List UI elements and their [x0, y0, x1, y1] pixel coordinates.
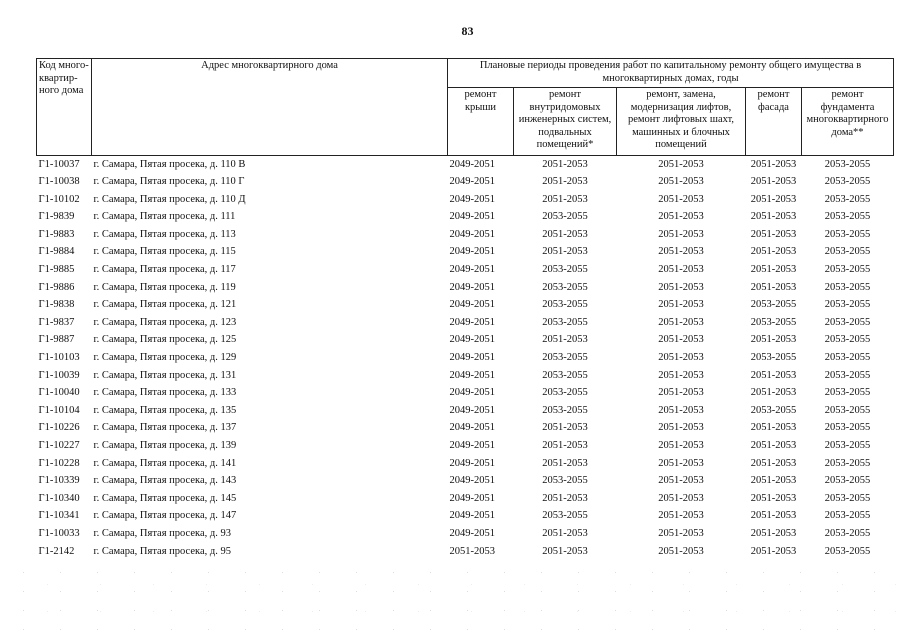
cell-foundation: 2053-2055 — [824, 176, 871, 188]
cell-lift: 2051-2053 — [658, 440, 704, 451]
cell-foundation: 2053-2055 — [824, 527, 871, 539]
header-lift: ремонт, замена, модернизация лифтов, ремонт лифтовых шахт, машинных и блочных помещений — [617, 88, 746, 156]
cell-roof: 2049-2051 — [449, 246, 495, 258]
cell-lift: 2051-2053 — [658, 369, 704, 381]
cell-lift: 2051-2053 — [658, 457, 704, 469]
cell-roof: 2049-2051 — [449, 440, 495, 451]
cell-address: г. Самара, Пятая просека, д. 110 В — [92, 156, 448, 174]
cell-engineering: 2051-2053 — [542, 176, 588, 188]
cell-lift: 2051-2053 — [658, 527, 704, 539]
cell-facade: 2051-2053 — [750, 334, 797, 346]
cell-roof: 2049-2051 — [449, 228, 495, 240]
cell-lift: 2051-2053 — [658, 281, 704, 293]
cell-address: г. Самара, Пятая просека, д. 113 — [93, 228, 236, 240]
cell-code: Г1-2142 — [38, 545, 75, 557]
cell-foundation: 2053-2055 — [824, 281, 871, 293]
cell-foundation: 2053-2055 — [824, 246, 871, 258]
cell-code: Г1-10340 — [38, 492, 80, 504]
cell-facade: 2051-2053 — [750, 475, 797, 487]
cell-engineering: 2051-2053 — [542, 545, 588, 557]
cell-address: г. Самара, Пятая просека, д. 143 — [93, 475, 237, 487]
table-row — [37, 209, 894, 227]
cell-foundation: 2053-2055 — [802, 156, 894, 174]
cell-facade: 2051-2053 — [750, 228, 797, 240]
header-code: Код много-квартир-ного дома — [37, 59, 92, 156]
table-row — [37, 262, 894, 280]
cell-foundation: 2053-2055 — [824, 334, 871, 346]
cell-foundation: 2053-2055 — [824, 352, 871, 364]
cell-roof: 2049-2051 — [449, 369, 495, 381]
cell-facade: 2053-2055 — [750, 352, 797, 364]
cell-facade: 2051-2053 — [750, 193, 797, 205]
table-header — [37, 59, 894, 156]
cell-address: г. Самара, Пятая просека, д. 131 — [93, 369, 237, 381]
cell-facade: 2051-2053 — [750, 281, 797, 293]
cell-code: Г1-9884 — [38, 246, 75, 258]
cell-engineering: 2051-2053 — [542, 492, 588, 504]
cell-facade: 2051-2053 — [750, 440, 797, 451]
cell-facade: 2051-2053 — [750, 510, 797, 522]
cell-foundation: 2053-2055 — [824, 369, 871, 381]
cell-roof: 2049-2051 — [449, 510, 495, 522]
cell-engineering: 2051-2053 — [542, 422, 588, 434]
cell-address: г. Самара, Пятая просека, д. 123 — [93, 316, 237, 328]
cell-engineering: 2051-2053 — [542, 334, 588, 346]
cell-code: Г1-9838 — [38, 299, 75, 311]
cell-facade: 2051-2053 — [750, 492, 797, 504]
page-number: 83 — [461, 24, 474, 38]
cell-code: Г1-10039 — [38, 369, 80, 381]
cell-address: г. Самара, Пятая просека, д. 121 — [93, 299, 237, 311]
cell-foundation: 2053-2055 — [824, 387, 871, 399]
cell-foundation: 2053-2055 — [824, 457, 871, 469]
cell-facade: 2051-2053 — [750, 422, 797, 434]
cell-foundation: 2053-2055 — [824, 422, 871, 434]
cell-engineering: 2051-2053 — [542, 527, 588, 539]
cell-code: Г1-9839 — [38, 211, 75, 223]
cell-engineering: 2053-2055 — [542, 475, 588, 487]
table-row — [37, 244, 894, 262]
cell-facade: 2051-2053 — [750, 527, 797, 539]
table-row — [37, 473, 894, 491]
cell-code: Г1-9887 — [38, 334, 75, 346]
cell-engineering: 2053-2055 — [542, 387, 588, 399]
cell-roof: 2049-2051 — [449, 475, 495, 487]
cell-facade: 2051-2053 — [750, 246, 797, 258]
cell-foundation: 2053-2055 — [824, 492, 871, 504]
cell-roof: 2051-2053 — [449, 545, 495, 557]
cell-facade: 2051-2053 — [750, 369, 797, 381]
table-row — [37, 508, 894, 526]
cell-roof: 2049-2051 — [449, 492, 495, 504]
cell-address: г. Самара, Пятая просека, д. 110 Г — [93, 176, 245, 188]
cell-roof: 2049-2051 — [449, 334, 495, 346]
cell-code: Г1-10227 — [38, 440, 80, 451]
cell-engineering: 2053-2055 — [542, 510, 588, 522]
cell-code: Г1-10102 — [38, 193, 80, 205]
cell-engineering: 2053-2055 — [542, 316, 588, 328]
cell-foundation: 2053-2055 — [824, 264, 871, 276]
cell-address: г. Самара, Пятая просека, д. 147 — [93, 510, 237, 522]
table-body — [37, 156, 894, 561]
cell-code: Г1-10103 — [38, 352, 80, 364]
table-row — [37, 350, 894, 368]
table-row — [37, 367, 894, 385]
cell-facade: 2051-2053 — [750, 387, 797, 399]
table-row — [37, 543, 894, 561]
cell-engineering: 2053-2055 — [542, 404, 588, 416]
cell-engineering: 2051-2053 — [514, 156, 617, 174]
cell-engineering: 2053-2055 — [542, 369, 588, 381]
cell-engineering: 2051-2053 — [542, 193, 588, 205]
table-row — [37, 455, 894, 473]
scan-noise — [0, 560, 905, 632]
cell-address: г. Самара, Пятая просека, д. 125 — [93, 334, 237, 346]
cell-roof: 2049-2051 — [449, 299, 495, 311]
cell-foundation: 2053-2055 — [824, 316, 871, 328]
cell-roof: 2049-2051 — [449, 281, 495, 293]
cell-engineering: 2053-2055 — [542, 264, 588, 276]
cell-roof: 2049-2051 — [449, 404, 495, 416]
table-row — [37, 156, 894, 174]
cell-address: г. Самара, Пятая просека, д. 145 — [93, 492, 237, 504]
cell-lift: 2051-2053 — [658, 246, 704, 258]
cell-engineering: 2051-2053 — [542, 457, 588, 469]
cell-lift: 2051-2053 — [658, 475, 704, 487]
table-row — [37, 402, 894, 420]
cell-address: г. Самара, Пятая просека, д. 93 — [93, 527, 231, 539]
cell-address: г. Самара, Пятая просека, д. 117 — [93, 264, 236, 276]
cell-lift: 2051-2053 — [658, 352, 704, 364]
cell-code: Г1-10040 — [38, 387, 80, 399]
cell-lift: 2051-2053 — [658, 176, 704, 188]
table-row — [37, 226, 894, 244]
cell-engineering: 2053-2055 — [542, 352, 588, 364]
cell-facade: 2053-2055 — [750, 299, 797, 311]
table-row — [37, 490, 894, 508]
cell-foundation: 2053-2055 — [824, 545, 871, 557]
cell-lift: 2051-2053 — [658, 211, 704, 223]
cell-code: Г1-10033 — [38, 527, 80, 539]
cell-roof: 2049-2051 — [449, 193, 495, 205]
cell-address: г. Самара, Пятая просека, д. 139 — [93, 440, 237, 451]
cell-lift: 2051-2053 — [658, 545, 704, 557]
cell-engineering: 2053-2055 — [542, 211, 588, 223]
cell-code: Г1-9837 — [38, 316, 75, 328]
cell-lift: 2051-2053 — [658, 316, 704, 328]
cell-roof: 2049-2051 — [449, 352, 495, 364]
cell-lift: 2051-2053 — [658, 492, 704, 504]
cell-engineering: 2053-2055 — [542, 299, 588, 311]
cell-facade: 2051-2053 — [750, 264, 797, 276]
cell-foundation: 2053-2055 — [824, 193, 871, 205]
cell-foundation: 2053-2055 — [824, 299, 871, 311]
cell-address: г. Самара, Пятая просека, д. 129 — [93, 352, 237, 364]
cell-lift: 2051-2053 — [658, 404, 704, 416]
cell-lift: 2051-2053 — [658, 193, 704, 205]
table-row — [37, 385, 894, 403]
cell-facade: 2051-2053 — [750, 176, 797, 188]
cell-facade: 2051-2053 — [746, 156, 802, 174]
header-foundation: ремонт фундамента многоквартирного дома** — [802, 88, 894, 156]
cell-foundation: 2053-2055 — [824, 510, 871, 522]
table-row — [37, 438, 894, 456]
cell-code: Г1-9886 — [38, 281, 75, 293]
cell-roof: 2049-2051 — [449, 457, 495, 469]
cell-lift: 2051-2053 — [658, 264, 704, 276]
cell-code: Г1-10037 — [37, 156, 92, 174]
cell-foundation: 2053-2055 — [824, 228, 871, 240]
cell-lift: 2051-2053 — [658, 387, 704, 399]
cell-lift: 2051-2053 — [658, 299, 704, 311]
cell-roof: 2049-2051 — [449, 527, 495, 539]
cell-foundation: 2053-2055 — [824, 211, 871, 223]
cell-lift: 2051-2053 — [658, 510, 704, 522]
cell-engineering: 2051-2053 — [542, 228, 588, 240]
cell-lift: 2051-2053 — [658, 228, 704, 240]
cell-roof: 2049-2051 — [449, 316, 495, 328]
cell-code: Г1-10038 — [38, 176, 80, 188]
cell-code: Г1-10339 — [38, 475, 80, 487]
cell-facade: 2053-2055 — [750, 404, 797, 416]
header-periods: Плановые периоды проведения работ по капитальному ремонту общего имущества в многоквартирных домах, годы — [448, 59, 894, 88]
table-row — [37, 191, 894, 209]
cell-facade: 2051-2053 — [750, 545, 797, 557]
cell-foundation: 2053-2055 — [824, 475, 871, 487]
cell-code: Г1-9883 — [38, 228, 75, 240]
header-facade: ремонт фасада — [746, 88, 802, 156]
cell-lift: 2051-2053 — [658, 334, 704, 346]
cell-code: Г1-10104 — [38, 404, 80, 416]
cell-engineering: 2051-2053 — [542, 440, 588, 451]
cell-address: г. Самара, Пятая просека, д. 141 — [93, 457, 237, 469]
capital-repair-table — [36, 58, 894, 561]
cell-facade: 2053-2055 — [750, 316, 797, 328]
cell-facade: 2051-2053 — [750, 211, 797, 223]
cell-address: г. Самара, Пятая просека, д. 111 — [93, 211, 236, 223]
cell-address: г. Самара, Пятая просека, д. 95 — [93, 545, 231, 557]
cell-address: г. Самара, Пятая просека, д. 110 Д — [93, 193, 246, 205]
cell-foundation: 2053-2055 — [824, 440, 871, 451]
header-roof: ремонт крыши — [448, 88, 514, 156]
cell-code: Г1-9885 — [38, 264, 75, 276]
table-row — [37, 297, 894, 315]
cell-address: г. Самара, Пятая просека, д. 137 — [93, 422, 237, 434]
table-row — [37, 525, 894, 543]
table-row — [37, 420, 894, 438]
cell-address: г. Самара, Пятая просека, д. 115 — [93, 246, 236, 258]
cell-facade: 2051-2053 — [750, 457, 797, 469]
cell-engineering: 2051-2053 — [542, 246, 588, 258]
cell-roof: 2049-2051 — [449, 387, 495, 399]
cell-code: Г1-10341 — [38, 510, 80, 522]
cell-roof: 2049-2051 — [449, 211, 495, 223]
cell-engineering: 2053-2055 — [542, 281, 588, 293]
cell-roof: 2049-2051 — [449, 176, 495, 188]
cell-code: Г1-10228 — [38, 457, 80, 469]
cell-roof: 2049-2051 — [449, 422, 495, 434]
cell-code: Г1-10226 — [38, 422, 80, 434]
cell-foundation: 2053-2055 — [824, 404, 871, 416]
header-engineering: ремонт внутридомовых инженерных систем, подвальных помещений* — [514, 88, 617, 156]
table-row — [37, 279, 894, 297]
cell-address: г. Самара, Пятая просека, д. 119 — [93, 281, 236, 293]
table-row — [37, 174, 894, 192]
cell-address: г. Самара, Пятая просека, д. 135 — [93, 404, 237, 416]
table-row — [37, 332, 894, 350]
cell-lift: 2051-2053 — [658, 422, 704, 434]
header-address: Адрес многоквартирного дома — [92, 59, 448, 156]
cell-roof: 2049-2051 — [448, 156, 514, 174]
cell-address: г. Самара, Пятая просека, д. 133 — [93, 387, 237, 399]
table-row — [37, 314, 894, 332]
cell-roof: 2049-2051 — [449, 264, 495, 276]
cell-lift: 2051-2053 — [617, 156, 746, 174]
